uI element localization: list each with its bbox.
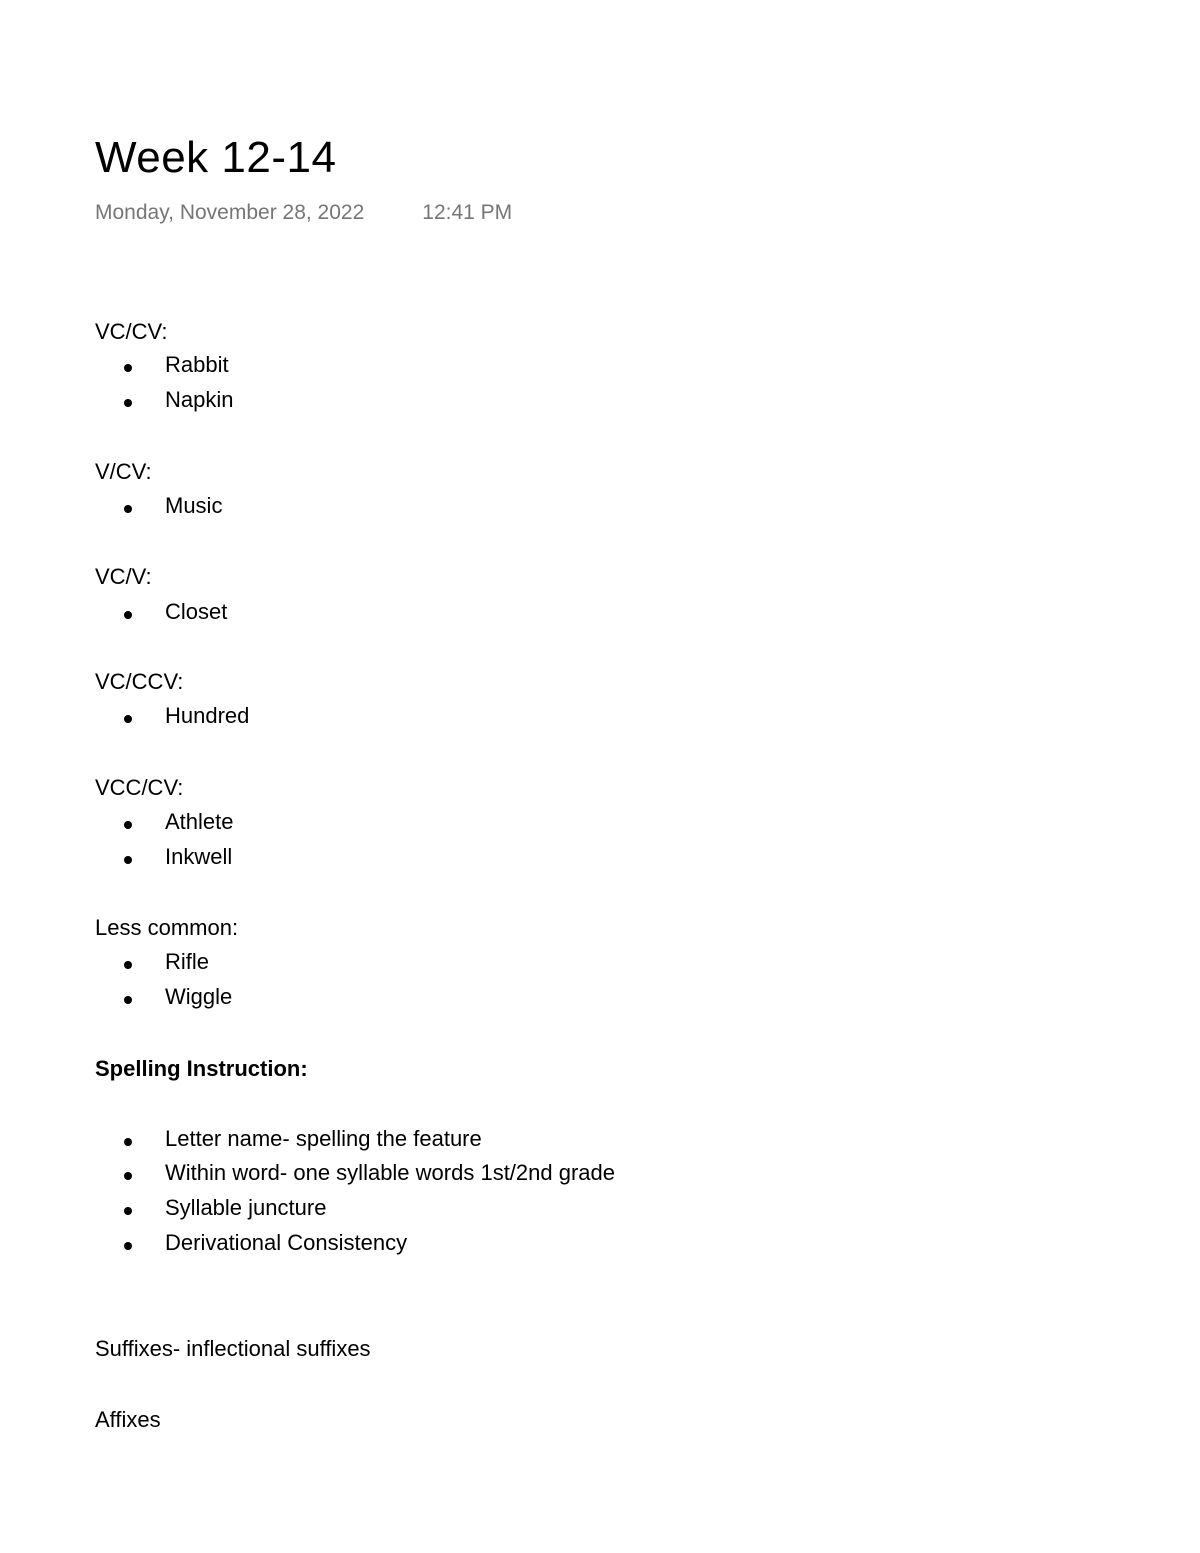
bullet-icon <box>124 1138 132 1146</box>
bullet-icon <box>124 1242 132 1250</box>
list-item: Hundred <box>165 703 250 728</box>
list-item: Rabbit <box>165 352 229 377</box>
section-heading-vcc-cv: VCC/CV: <box>95 775 184 800</box>
bullet-icon <box>124 1172 132 1180</box>
bullet-icon <box>124 715 132 723</box>
note-date: Monday, November 28, 2022 <box>95 201 365 224</box>
note-time: 12:41 PM <box>422 201 513 224</box>
list-item: Inkwell <box>165 844 233 869</box>
section-heading-less-common: Less common: <box>95 915 239 940</box>
section-heading-vc-v: VC/V: <box>95 564 152 589</box>
list-item: Music <box>165 493 223 518</box>
section-heading-spelling-instruction: Spelling Instruction: <box>95 1056 308 1081</box>
list-item: Wiggle <box>165 984 233 1009</box>
list-item: Napkin <box>165 387 234 412</box>
list-item: Rifle <box>165 949 210 974</box>
bullet-icon <box>124 364 132 372</box>
list-item: Derivational Consistency <box>165 1230 408 1255</box>
section-heading-v-cv: V/CV: <box>95 459 152 484</box>
page-title: Week 12-14 <box>95 133 337 182</box>
bullet-icon <box>124 821 132 829</box>
list-item: Letter name- spelling the feature <box>165 1126 482 1151</box>
bullet-icon <box>124 1207 132 1215</box>
section-heading-vc-ccv: VC/CCV: <box>95 669 184 694</box>
suffixes-line: Suffixes- inflectional suffixes <box>95 1336 371 1361</box>
bullet-icon <box>124 399 132 407</box>
section-heading-vc-cv: VC/CV: <box>95 319 168 344</box>
list-item: Athlete <box>165 809 234 834</box>
list-item: Closet <box>165 599 228 624</box>
list-item: Syllable juncture <box>165 1195 327 1220</box>
bullet-icon <box>124 856 132 864</box>
bullet-icon <box>124 611 132 619</box>
list-item: Within word- one syllable words 1st/2nd grade <box>165 1160 616 1185</box>
affixes-line: Affixes <box>95 1407 161 1432</box>
bullet-icon <box>124 961 132 969</box>
note-timestamp <box>95 198 512 228</box>
bullet-icon <box>124 996 132 1004</box>
bullet-icon <box>124 505 132 513</box>
